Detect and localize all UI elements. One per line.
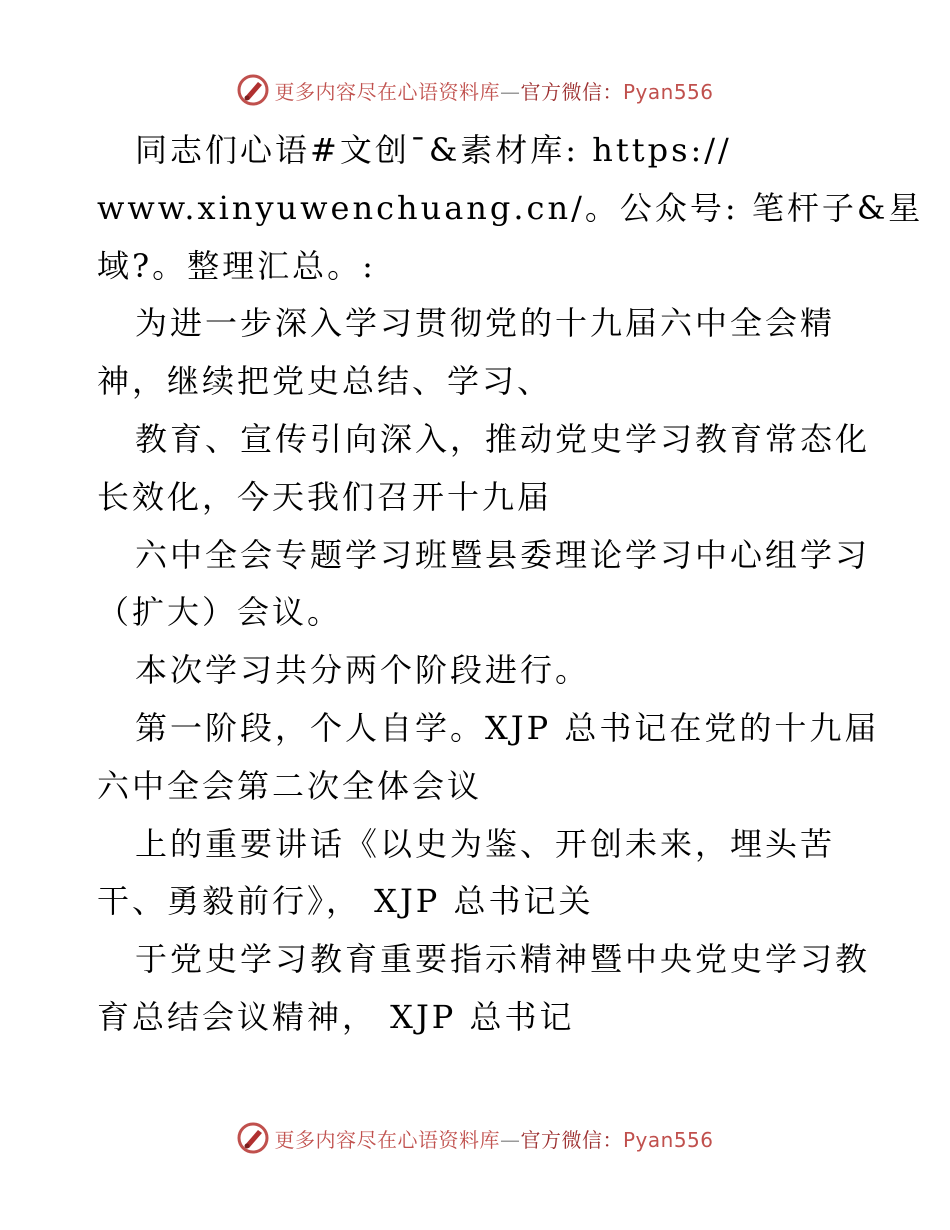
footer-wechat-id: Pyan556: [622, 1127, 714, 1152]
body-line: 于党史学习教育重要指示精神暨中央党史学习教: [135, 940, 871, 979]
footer-text: [274, 1124, 713, 1153]
pen-logo-icon: [236, 1121, 270, 1155]
body-line: 六中全会专题学习班暨县委理论学习中心组学习: [135, 535, 871, 574]
body-line: 神，继续把党史总结、学习、: [97, 362, 553, 401]
body-line: 干、勇毅前行》， XJP 总书记关: [97, 882, 594, 921]
body-line: 上的重要讲话《以史为鉴、开创未来，埋头苦: [135, 824, 836, 863]
header-banner: [0, 70, 950, 110]
body-line: 六中全会第二次全体会议: [97, 766, 483, 805]
pen-logo-icon: [236, 73, 270, 107]
body-line: （扩大）会议。: [97, 593, 343, 632]
footer-brand: 更多内容尽在心语资料库: [274, 1127, 500, 1152]
footer-banner: [0, 1118, 950, 1158]
header-text: [274, 76, 713, 105]
header-wechat-label: 官方微信：: [520, 79, 623, 104]
header-brand: 更多内容尽在心语资料库: [274, 79, 500, 104]
body-line: 为进一步深入学习贯彻党的十九届六中全会精: [135, 304, 836, 343]
body-line: 长效化，今天我们召开十九届: [97, 477, 553, 516]
body-line: www.xinyuwenchuang.cn/。公众号: 笔杆子&星: [97, 188, 924, 227]
body-line: 同志们心语#文创¯&素材库: https://: [135, 131, 732, 169]
footer-separator: —: [499, 1127, 521, 1152]
body-line: 育总结会议精神， XJP 总书记: [97, 997, 575, 1036]
body-line: 第一阶段，个人自学。XJP 总书记在党的十九届: [135, 708, 880, 747]
header-separator: —: [499, 79, 521, 104]
body-line: 教育、宣传引向深入，推动党史学习教育常态化: [135, 419, 871, 458]
footer-wechat-label: 官方微信：: [520, 1127, 623, 1152]
body-line: 本次学习共分两个阶段进行。: [135, 651, 591, 690]
body-line: 域?。整理汇总。:: [97, 246, 376, 285]
header-wechat-id: Pyan556: [622, 79, 714, 104]
document-body: [97, 122, 924, 1047]
